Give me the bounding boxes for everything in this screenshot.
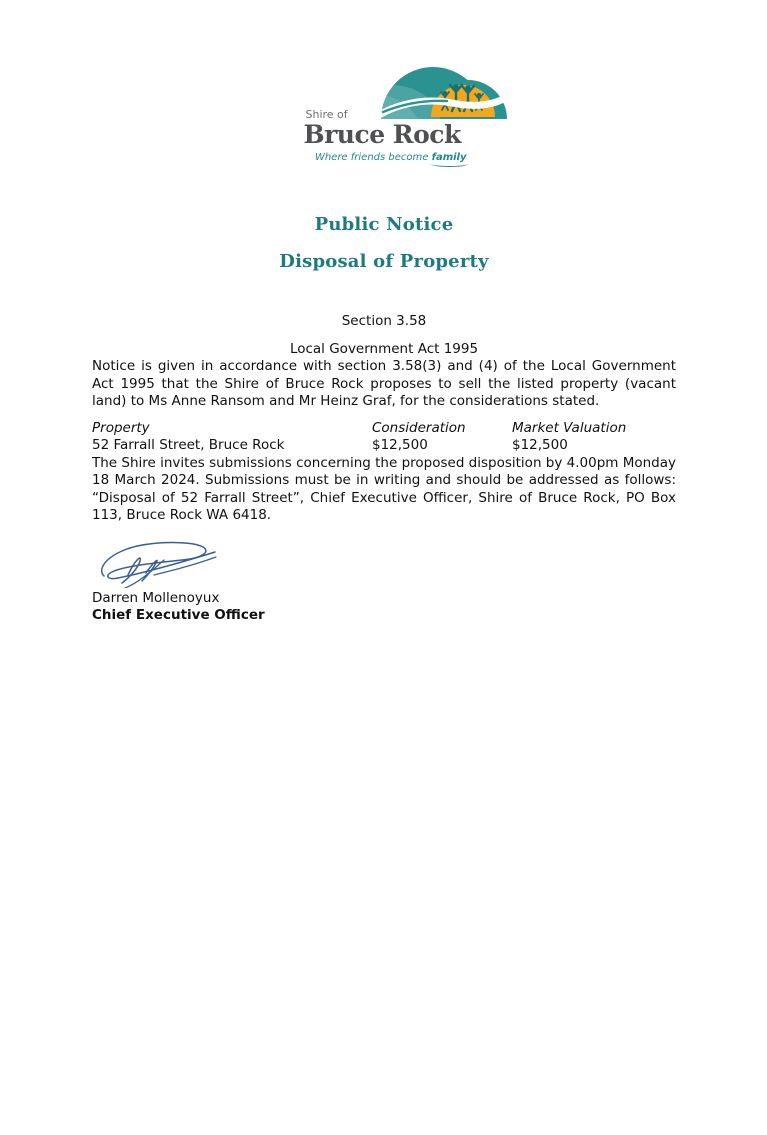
property-table: [92, 420, 676, 455]
logo-brand-name: Bruce Rock: [303, 120, 461, 149]
notice-paragraph: Notice is given in accordance with section 3.58(3) and (4) of the Local Government Act 1995 that the Shire of Bruce Rock proposes to sell the listed property (vacant land) to Ms Anne Ransom and Mr Heinz Graf, for the considerations stated.: [92, 358, 676, 409]
page-subtitle: Disposal of Property: [279, 251, 489, 272]
section-reference: Section 3.58: [341, 313, 427, 329]
signatory-title: Chief Executive Officer: [92, 606, 265, 623]
header-property: Property: [92, 419, 150, 436]
logo-shire-of-text: Shire of: [305, 108, 348, 121]
property-address: 52 Farrall Street, Bruce Rock: [92, 437, 285, 453]
signatory-name: Darren Mollenoyux: [92, 589, 220, 606]
submissions-paragraph: The Shire invites submissions concerning the proposed disposition by 4.00pm Monday 18 March 2024. Submissions must be in writing and should be addressed as follows: “Disposal of 52 Farrall Street”, Chief Executive Officer, Shire of Bruce Rock, PO Box 113, Bruce Rock WA 6418.: [92, 454, 677, 523]
shire-logo: [299, 55, 469, 164]
tagline-family-word: family: [431, 152, 467, 163]
market-valuation-value: $12,500: [512, 437, 568, 453]
signature-image: [94, 538, 222, 588]
signature-block: [92, 538, 676, 624]
table-row: [92, 437, 676, 455]
page-title: Public Notice: [314, 214, 454, 235]
property-table-header: [92, 420, 676, 438]
public-notice-document: [0, 55, 767, 1135]
header-consideration: Consideration: [372, 419, 466, 436]
tagline-prefix: Where friends become: [314, 152, 432, 163]
header-market-valuation: Market Valuation: [512, 419, 627, 436]
logo-tagline: [299, 151, 467, 164]
consideration-value: $12,500: [372, 437, 428, 453]
logo-hills-sun-family-icon: [339, 55, 509, 119]
act-reference: Local Government Act 1995: [289, 340, 479, 357]
notice-body: [92, 214, 676, 624]
